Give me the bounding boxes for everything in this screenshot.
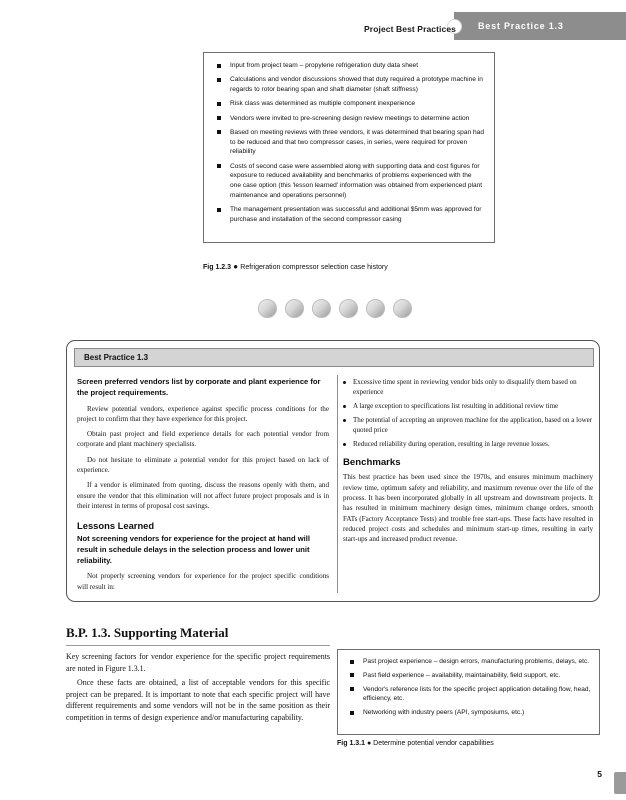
square-bullet-icon: [350, 687, 354, 691]
figure-131-box: [337, 649, 600, 735]
running-head: Project Best Practices: [364, 24, 456, 34]
square-bullet-icon: [217, 130, 221, 134]
best-practice-paragraph: Do not hesitate to eliminate a potential vendor for this project based on lack of experience.: [77, 455, 329, 474]
supporting-material-paragraph: Key screening factors for vendor experience for the specific project requirements are noted in Figure 1.3.1.: [66, 652, 330, 673]
square-bullet-icon: [217, 116, 221, 120]
divider-circle: [285, 299, 304, 318]
best-practice-left-column: [77, 377, 333, 597]
figure-131-caption-label: Fig 1.3.1: [337, 740, 366, 747]
best-practice-paragraph: Review potential vendors, experience against specific process conditions for the project to confirm that they have experience for this project.: [77, 404, 329, 423]
list-item-text: Past project experience – design errors, manufacturing problems, delays, etc.: [363, 658, 590, 665]
square-bullet-icon: [350, 711, 354, 715]
best-practice-right-column: [343, 377, 593, 544]
best-practice-paragraph: Obtain past project and field experience details for each potential vendor from corporate and plant machinery specialists.: [77, 430, 329, 449]
list-item: [216, 128, 484, 157]
list-item-text: Vendors were invited to pre-screening design review meetings to determine action: [230, 114, 470, 122]
round-bullet-icon: [343, 405, 346, 408]
figure-123-box: [203, 52, 495, 243]
list-item-text: Reduced reliability during operation, resulting in large revenue losses.: [353, 440, 550, 449]
list-item: [343, 401, 593, 411]
list-item-text: Risk class was determined as multiple component inexperience: [230, 100, 416, 108]
figure-123-caption-text: Refrigeration compressor selection case history: [240, 264, 388, 271]
divider-circle: [258, 299, 277, 318]
list-item-text: Networking with industry peers (API, symposiums, etc.): [363, 709, 525, 716]
list-item-text: A large exception to specifications list resulting in additional review time: [353, 402, 559, 411]
list-item: [349, 685, 591, 705]
square-bullet-icon: [217, 102, 221, 106]
list-item: [343, 415, 593, 435]
list-item-text: Calculations and vendor discussions showed that duty required a prototype machine in regards to rotor bearing span and shaft diameter (shaft stiffness): [230, 76, 483, 93]
list-item-text: Costs of second case were assembled along with supporting data and cost figures for exposure to reduced availability and benchmarks of problems experienced with the one case option (this 'lesson learned' information was obtained from experienced plant maintenance and operations personnel): [230, 162, 483, 199]
consequences-bullet-list: [343, 377, 593, 449]
list-item-text: The management presentation was successful and additional $5mm was approved for purchase and installation of the second compressor casing: [230, 206, 482, 223]
list-item: [216, 162, 484, 201]
figure-131-caption-text: Determine potential vendor capabilities: [373, 740, 494, 747]
divider-circle: [312, 299, 331, 318]
divider-circle: [393, 299, 412, 318]
round-bullet-icon: [343, 419, 346, 422]
square-bullet-icon: [350, 673, 354, 677]
list-item: [349, 657, 591, 667]
section-divider-circles: [258, 299, 412, 318]
figure-131-bullet-list: [349, 657, 591, 718]
best-practice-panel: [66, 340, 600, 602]
figure-131-caption: [337, 740, 494, 747]
benchmarks-heading: Benchmarks: [343, 457, 401, 469]
supporting-material-rule: [66, 645, 330, 646]
list-item-text: Past field experience – availability, maintainability, field support, etc.: [363, 671, 561, 679]
figure-123-caption-label: Fig 1.2.3: [203, 264, 232, 271]
supporting-material-body: [66, 651, 330, 726]
caption-separator-icon: ●: [365, 740, 374, 747]
round-bullet-icon: [343, 443, 346, 446]
divider-circle: [366, 299, 385, 318]
caption-separator-icon: ●: [231, 262, 241, 271]
list-item: [349, 708, 591, 718]
list-item-text: Input from project team – propylene refrigeration duty data sheet: [230, 62, 419, 69]
lessons-learned-heading: Lessons Learned: [77, 520, 155, 532]
list-item-text: The potential of accepting an unproven machine for the application, based on a lower quoted price: [353, 416, 593, 435]
best-practice-heading: Screen preferred vendors list by corporate and plant experience for the project requirements.: [77, 377, 321, 397]
round-bullet-icon: [343, 381, 346, 384]
list-item: [343, 377, 593, 397]
best-practice-title-bar: [74, 348, 594, 367]
benchmarks-paragraph: This best practice has been used since the 1970s, and ensures minimum machinery review time, optimum safety and reliability, and maximum revenue over the life of the process. It has been incorporated globally in all upstream and downstream projects. It has resulted in minimum machinery design times, minimum change orders, smooth FATs (Factory Acceptance Tests) and trouble free start-ups. These facts have resulted in reduced project costs and schedules and minimum start-up times, resulting in early start-ups and increased product revenue.: [343, 473, 593, 544]
header-best-practice-badge: Best Practice 1.3: [478, 21, 564, 31]
supporting-material-title: B.P. 1.3. Supporting Material: [66, 625, 229, 640]
list-item: [216, 99, 484, 109]
figure-123-caption: [203, 262, 388, 271]
lessons-learned-paragraph: Not properly screening vendors for experience for the project specific conditions will result in:: [77, 572, 329, 591]
page-header: [0, 0, 626, 46]
best-practice-title: Best Practice 1.3: [84, 353, 149, 362]
page-number: 5: [597, 769, 602, 779]
list-item: [216, 75, 484, 95]
list-item-text: Based on meeting reviews with three vendors, it was determined that bearing span had to be reduced and that two compressor cases, in series, were required for proven reliability: [230, 128, 485, 156]
square-bullet-icon: [217, 208, 221, 212]
list-item: [216, 61, 484, 71]
list-item-text: Excessive time spent in reviewing vendor bids only to disqualify them based on experience: [353, 378, 577, 397]
list-item: [216, 114, 484, 124]
best-practice-paragraph: If a vendor is eliminated from quoting, discuss the reasons openly with them, and ensure the vendor that this elimination will not affect future project proposals and is in their interest in terms of proposal cost savings.: [77, 481, 329, 510]
panel-column-divider: [337, 375, 338, 593]
square-bullet-icon: [217, 78, 221, 82]
list-item: [349, 671, 591, 681]
supporting-material-paragraph: Once these facts are obtained, a list of acceptable vendors for this specific project can be prepared. It is important to note that each specific project will have different requirements and some vendors will not be in the same position as their competition in terms of design experience and/or manufacturing capability.: [66, 677, 330, 723]
square-bullet-icon: [350, 660, 354, 664]
footer-edge-tab: [614, 772, 626, 794]
lessons-learned-bold-text: Not screening vendors for experience for the project at hand will result in schedule delays in the selection process and lower unit reliability.: [77, 534, 310, 565]
list-item: [343, 439, 593, 449]
list-item-text: Vendor's reference lists for the specific project application detailing flow, head, efficiency, etc.: [363, 685, 591, 703]
figure-123-bullet-list: [216, 61, 484, 225]
square-bullet-icon: [217, 164, 221, 168]
divider-circle: [339, 299, 358, 318]
list-item: [216, 205, 484, 225]
square-bullet-icon: [217, 64, 221, 68]
